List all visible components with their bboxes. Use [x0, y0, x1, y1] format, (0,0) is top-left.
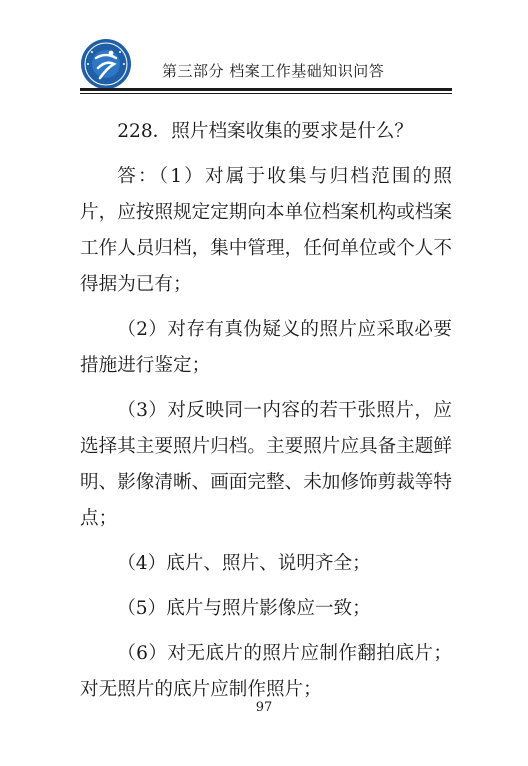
answer-paragraph: （4）底片、照片、说明齐全；: [117, 553, 371, 574]
page-number: 97: [255, 700, 273, 715]
section-title: 第三部分 档案工作基础知识问答: [162, 62, 385, 80]
logo-icon: [80, 38, 132, 90]
header-rule-thin: [80, 93, 452, 94]
header-rule-thick: [80, 88, 452, 91]
answer-paragraph: （2）对存有真伪疑义的照片应采取必要措施进行鉴定；: [80, 319, 452, 376]
answer-paragraph: （3）对反映同一内容的若干张照片，应选择其主要照片归档。主要照片应具备主题鲜明、影像清晰、画面完整、未加修饰剪裁等特点；: [80, 400, 452, 529]
answer-paragraph: （6）对无底片的照片应制作翻拍底片；对无照片的底片应制作照片；: [80, 643, 452, 700]
answer-paragraph: （5）底片与照片影像应一致；: [117, 598, 371, 619]
question: 228．照片档案收集的要求是什么？: [117, 121, 413, 142]
answer-paragraph: 答：（1）对属于收集与归档范围的照片，应按照规定定期向本单位档案机构或档案工作人员归档，集中管理，任何单位或个人不得据为已有；: [80, 166, 452, 295]
page-body: [80, 114, 452, 717]
